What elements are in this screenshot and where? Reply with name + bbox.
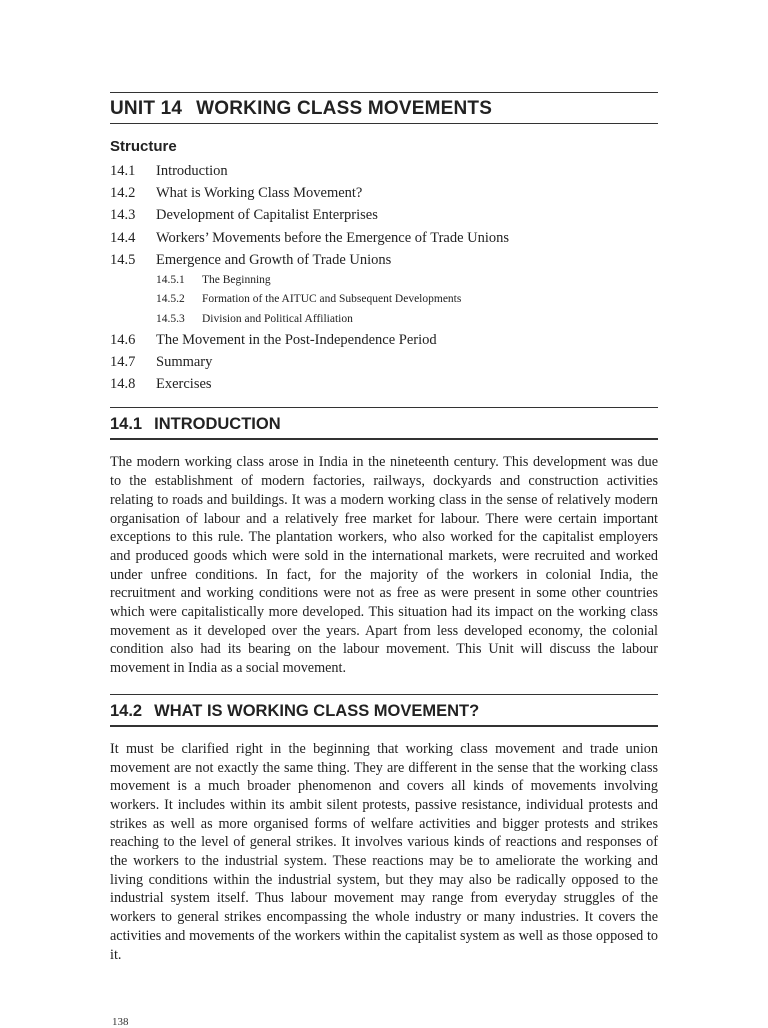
toc-item-number: 14.4 [110, 229, 136, 246]
section-title: INTRODUCTION [154, 415, 281, 434]
table-of-contents [110, 160, 658, 395]
toc-item [110, 227, 658, 249]
toc-item [110, 249, 658, 271]
unit-number: UNIT 14 [110, 98, 183, 119]
toc-item-number: 14.7 [110, 354, 136, 371]
unit-title [110, 92, 658, 124]
toc-item-label: Exercises [156, 376, 212, 393]
section-number: 14.2 [110, 701, 143, 720]
structure-heading: Structure [110, 138, 177, 155]
introduction-paragraph: The modern working class arose in India in the nineteenth century. This development was due to the establishment of modern factories, railways, dockyards and construction activities relating to roads and buildings. It was a modern working class in the sense of relatively modern organisation of labour and a relatively free market for labour. There were certain important exceptions to this rule. The plantation workers, who also worked for the capitalist employers and produced goods which were sold in the international markets, were recruited and worked under unfree conditions. In fact, for the majority of the workers in colonial India, the recruitment and working conditions were not as free as were present in some other countries which were capitalistically more developed. This situation had its impact on the working class movement as it developed over the years. Apart from less developed economy, the colonial condition also had its bearing on the labour movement. This Unit will discuss the labour movement in India as a social movement. [110, 454, 658, 677]
toc-item-number: 14.5 [110, 251, 136, 268]
toc-item-label: Summary [156, 354, 213, 371]
toc-item-label: Introduction [156, 163, 228, 179]
toc-item-number: 14.1 [110, 163, 136, 179]
section-heading-what-is-movement [110, 694, 658, 727]
toc-subitem-number: 14.5.2 [156, 293, 185, 306]
toc-subitem [110, 310, 658, 329]
toc-item [110, 329, 658, 351]
toc-item-number: 14.3 [110, 207, 136, 224]
section-title: WHAT IS WORKING CLASS MOVEMENT? [154, 701, 480, 720]
toc-item-label: Emergence and Growth of Trade Unions [156, 251, 392, 268]
toc-item-number: 14.6 [110, 331, 136, 348]
section-number: 14.1 [110, 415, 143, 434]
section-heading-introduction [110, 407, 658, 440]
page-number: 138 [112, 1016, 129, 1028]
toc-item-label: Development of Capitalist Enterprises [156, 207, 378, 224]
toc-subitem-label: The Beginning [202, 273, 271, 286]
toc-subitem-number: 14.5.1 [156, 273, 185, 286]
toc-item [110, 351, 658, 373]
document-page [110, 92, 658, 964]
toc-item [110, 182, 658, 204]
unit-title-text: WORKING CLASS MOVEMENTS [196, 98, 493, 119]
toc-subitem [110, 290, 658, 309]
toc-item-label: What is Working Class Movement? [156, 185, 363, 202]
toc-subitem-number: 14.5.3 [156, 312, 185, 325]
toc-subitem [110, 271, 658, 290]
toc-subitem-label: Division and Political Affiliation [202, 312, 353, 325]
toc-item-label: Workers’ Movements before the Emergence of Trade Unions [156, 229, 510, 246]
toc-subitem-label: Formation of the AITUC and Subsequent Developments [202, 293, 462, 306]
toc-item-label: The Movement in the Post-Independence Period [156, 331, 437, 348]
toc-item [110, 160, 658, 182]
toc-item-number: 14.8 [110, 376, 136, 393]
toc-item-number: 14.2 [110, 185, 136, 202]
toc-item [110, 204, 658, 226]
toc-item [110, 373, 658, 395]
what-is-movement-paragraph: It must be clarified right in the beginning that working class movement and trade union movement are not exactly the same thing. They are different in the sense that the working class movement is a much broader phenomenon and covers all kinds of movements involving workers. It includes within its ambit silent protests, passive resistance, individual protests and strikes as well as more organised forms of welfare activities and bigger protests and strikes reaching to the level of general strikes. It involves various kinds of reactions and responses of the workers to the industrial system. These reactions may be to ameliorate the working and living conditions within the industrial system, but they may also be radically opposed to the industrial system itself. Thus labour movement may range from everyday struggles of the workers to general strikes encompassing the whole industry or many industries. It covers the activities and movements of the workers within the capitalist system as well as those opposed to it. [110, 740, 658, 963]
